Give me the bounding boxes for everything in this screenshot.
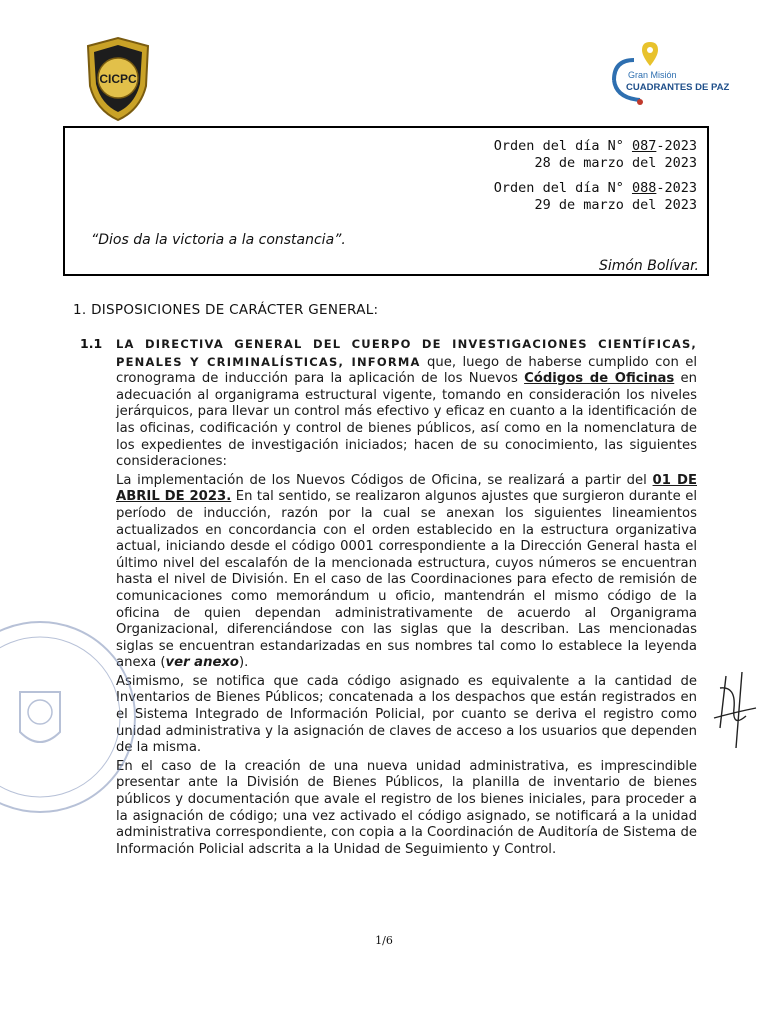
official-stamp-icon [0,612,120,822]
header-quote: “Dios da la victoria a la constancia”. [91,232,346,248]
p2-a: La implementación de los Nuevos Códigos de Oficina, se realizará a partir del [116,472,653,488]
order-of-day-2 [494,180,697,214]
order-of-day-1 [494,138,697,172]
section-title: 1. DISPOSICIONES DE CARÁCTER GENERAL: [73,302,379,318]
p1-caps: LA DIRECTIVA GENERAL DEL CUERPO DE INVESTIGACIONES CIENTÍFICAS, PENALES Y CRIMINALÍSTICAS, INFORMA [116,337,697,369]
order1-date: 28 de marzo del 2023 [534,155,697,171]
order1-number: 087 [631,138,657,154]
order1-prefix: Orden del día N° [493,138,632,154]
quote-author: Simón Bolívar. [598,258,699,274]
cicpc-logo [80,36,156,122]
logo-right-text-1: Gran Misión [628,70,677,80]
logo-right-text-2: CUADRANTES DE PAZ [626,82,730,93]
signature-icon [706,668,762,752]
p2-b: En tal sentido, se realizaron algunos ajustes que surgieron durante el período de inducción, razón por la cual se anexan los siguientes lineamientos actualizados en concordancia con el orden establecido en la estructura organizativa actual, iniciando desde el código 0001 correspondiente a la Dirección General hasta el último nivel del escalafón de la mencionada estructura, cuyos números se encuentran hasta el nivel de División. En el caso de las Coordinaciones para efecto de remisión de comunicaciones como memorándum u oficio, mantendrán el mismo código de la oficina de quien dependan administrativamente de acuerdo al Organigrama Organizacional, diferenciándose con las siglas que la describan. Las mencionadas siglas se encuentran estandarizadas en sus nombres tal como lo establece la leyenda anexa ( [116,489,697,671]
order2-prefix: Orden del día N° [493,180,632,196]
ver-anexo-text: ver anexo [165,655,239,671]
page-number: 1/6 [375,934,393,947]
codigos-de-oficinas-text: Códigos de Oficinas [524,371,675,387]
p2-c: ). [238,655,249,671]
item-number: 1.1 [80,336,103,351]
cuadrantes-de-paz-logo [606,40,730,106]
cicpc-logo-text: CICPC [99,72,137,86]
header-box [63,126,709,276]
p1-b: en adecuación al organigrama estructural vigente, tomando en consideración los niveles jerárquicos, para llevar un control más efectivo y eficaz en cuanto a la identificación de las oficinas, codificación y control de bienes públicos, así como en la nomenclatura de los expedientes de investigación iniciados; hacen de su conocimiento, las siguientes consideraciones: [116,371,698,470]
body-text [116,336,697,860]
paragraph-1 [116,336,697,471]
p2-date: 01 DE ABRIL DE 2023. [116,472,697,505]
order2-number: 088 [631,180,657,196]
paragraph-2 [116,473,697,672]
p1-a: que, luego de haberse cumplido con el cronograma de inducción para la aplicación de los Nuevos [116,354,697,387]
paragraph-3: Asimismo, se notifica que cada código asignado es equivalente a la cantidad de Inventarios de Bienes Públicos; concatenada a los despachos que están registrados en el Sistema Integrado de Información Policial, por cuanto se deriva el registro como unidad administrativa y la asignación de claves de acceso a los usuarios que dependen de la misma. [116,673,697,756]
order2-suffix: -2023 [656,180,697,196]
order1-suffix: -2023 [656,138,697,154]
order2-date: 29 de marzo del 2023 [534,197,697,213]
paragraph-4: En el caso de la creación de una nueva unidad administrativa, es imprescindible presentar ante la División de Bienes Públicos, la planilla de inventario de bienes públicos y documentación que avale el registro de los bienes iniciales, para proceder a la asignación de código; una vez activado el código asignado, se notificará a la unidad administrativa correspondiente, con copia a la Coordinación de Auditoría de Sistema de Información Policial adscrita a la Unidad de Seguimiento y Control. [116,758,697,857]
